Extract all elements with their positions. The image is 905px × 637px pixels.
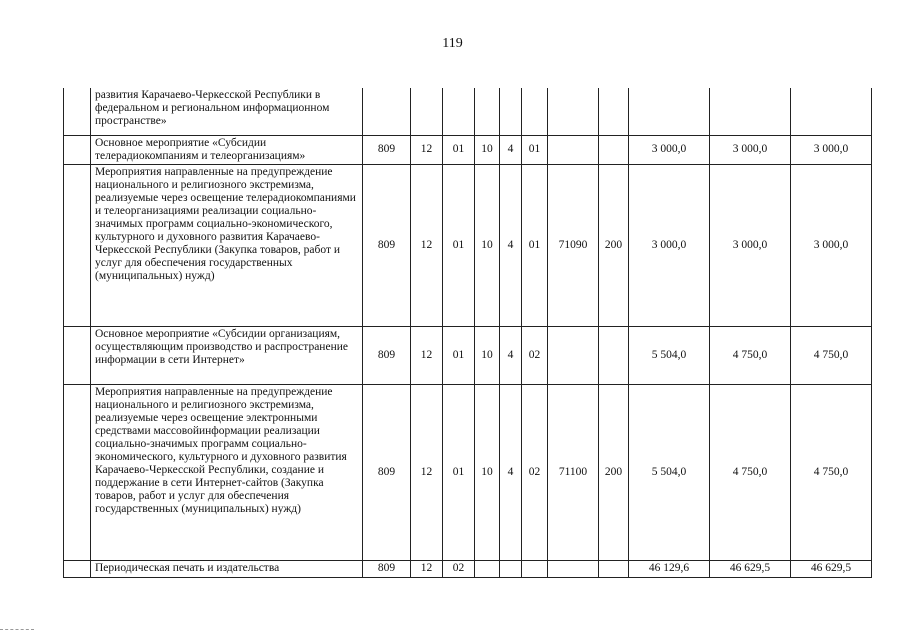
- table-row: [64, 560, 872, 577]
- blank-cell: [64, 88, 91, 135]
- expense-type-code: 200: [599, 384, 629, 560]
- section-code: 12: [411, 164, 443, 326]
- subsection-code: [443, 88, 475, 135]
- ministry-code: [363, 88, 411, 135]
- blank-cell: [64, 560, 91, 577]
- subprogram-code: 4: [500, 384, 522, 560]
- subsection-code: 01: [443, 135, 475, 164]
- ministry-code: 809: [363, 135, 411, 164]
- amount-year-1: 46 129,6: [629, 560, 710, 577]
- subprogram-code: 4: [500, 164, 522, 326]
- row-description: Основное мероприятие «Субсидии организациям, осуществляющим производство и распространение информации в сети Интернет»: [91, 326, 363, 384]
- program-code: 10: [475, 164, 500, 326]
- direction-code: [548, 88, 599, 135]
- expense-type-code: 200: [599, 164, 629, 326]
- amount-year-1: 5 504,0: [629, 326, 710, 384]
- measure-code: 01: [522, 135, 548, 164]
- amount-year-2: 4 750,0: [710, 326, 791, 384]
- amount-year-2: 3 000,0: [710, 135, 791, 164]
- row-description: Мероприятия направленные на предупреждение национального и религиозного экстремизма, реализуемые через освещение телерадиокомпаниями и телеорганизациями реализации социально-значимых программ социально-экономического, культурного и духовного развития Карачаево-Черкесской Республики (Закупка товаров, работ и услуг для обеспечения государственных (муниципальных) нужд): [91, 164, 363, 326]
- subprogram-code: 4: [500, 326, 522, 384]
- page-number: 119: [442, 36, 463, 51]
- program-code: [475, 560, 500, 577]
- measure-code: [522, 560, 548, 577]
- section-code: 12: [411, 326, 443, 384]
- section-code: 12: [411, 560, 443, 577]
- amount-year-3: 4 750,0: [791, 384, 872, 560]
- program-code: 10: [475, 326, 500, 384]
- ministry-code: 809: [363, 164, 411, 326]
- measure-code: [522, 88, 548, 135]
- row-description: Периодическая печать и издательства: [91, 560, 363, 577]
- ministry-code: 809: [363, 326, 411, 384]
- subsection-code: 02: [443, 560, 475, 577]
- ministry-code: 809: [363, 384, 411, 560]
- program-code: 10: [475, 135, 500, 164]
- table-row: [64, 88, 872, 135]
- amount-year-2: 4 750,0: [710, 384, 791, 560]
- row-description: Мероприятия направленные на предупреждение национального и религиозного экстремизма, реализуемые через освещение электронными средствами массовойинформации реализации социально-значимых программ социально-экономического, культурного и духовного развития Карачаево-Черкесской Республики, создание и поддержание в сети Интернет-сайтов (Закупка товаров, работ и услуг для обеспечения государственных (муниципальных) нужд): [91, 384, 363, 560]
- measure-code: 02: [522, 384, 548, 560]
- section-code: 12: [411, 135, 443, 164]
- amount-year-3: 3 000,0: [791, 164, 872, 326]
- subsection-code: 01: [443, 384, 475, 560]
- direction-code: [548, 560, 599, 577]
- amount-year-3: [791, 88, 872, 135]
- section-code: 12: [411, 384, 443, 560]
- direction-code: 71100: [548, 384, 599, 560]
- scan-edge-mark: [0, 629, 34, 632]
- blank-cell: [64, 384, 91, 560]
- blank-cell: [64, 135, 91, 164]
- amount-year-2: 46 629,5: [710, 560, 791, 577]
- blank-cell: [64, 164, 91, 326]
- direction-code: [548, 326, 599, 384]
- blank-cell: [64, 326, 91, 384]
- amount-year-3: 3 000,0: [791, 135, 872, 164]
- program-code: 10: [475, 384, 500, 560]
- table-row: [64, 135, 872, 164]
- expense-type-code: [599, 135, 629, 164]
- measure-code: 02: [522, 326, 548, 384]
- amount-year-1: [629, 88, 710, 135]
- subprogram-code: [500, 560, 522, 577]
- section-code: [411, 88, 443, 135]
- subsection-code: 01: [443, 326, 475, 384]
- subprogram-code: 4: [500, 135, 522, 164]
- amount-year-2: 3 000,0: [710, 164, 791, 326]
- expense-type-code: [599, 88, 629, 135]
- amount-year-3: 46 629,5: [791, 560, 872, 577]
- table-row: [64, 384, 872, 560]
- direction-code: 71090: [548, 164, 599, 326]
- ministry-code: 809: [363, 560, 411, 577]
- program-code: [475, 88, 500, 135]
- row-description: развития Карачаево-Черкесской Республики в федеральном и региональном информационном пространстве»: [91, 88, 363, 135]
- subsection-code: 01: [443, 164, 475, 326]
- expense-type-code: [599, 560, 629, 577]
- measure-code: 01: [522, 164, 548, 326]
- amount-year-2: [710, 88, 791, 135]
- direction-code: [548, 135, 599, 164]
- subprogram-code: [500, 88, 522, 135]
- table-row: [64, 164, 872, 326]
- budget-table: [63, 88, 872, 578]
- row-description: Основное мероприятие «Субсидии телерадиокомпаниям и телеорганизациям»: [91, 135, 363, 164]
- table-row: [64, 326, 872, 384]
- amount-year-1: 3 000,0: [629, 164, 710, 326]
- amount-year-1: 5 504,0: [629, 384, 710, 560]
- amount-year-1: 3 000,0: [629, 135, 710, 164]
- expense-type-code: [599, 326, 629, 384]
- amount-year-3: 4 750,0: [791, 326, 872, 384]
